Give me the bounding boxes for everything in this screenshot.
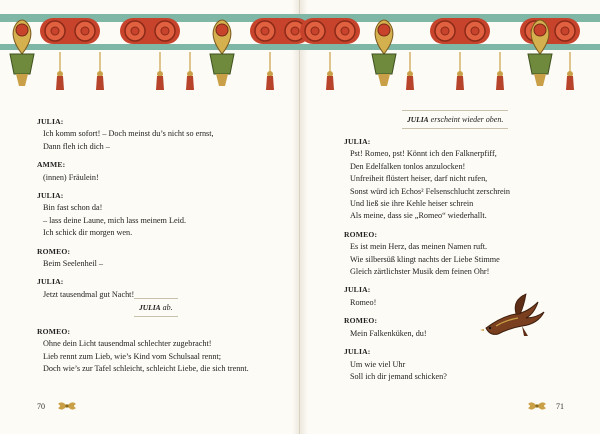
verse-line: Sonst würd ich Echos² Felsenschlucht zerschrein (350, 186, 511, 196)
floral-ornament-icon (56, 400, 78, 412)
verse-line: Beim Seelenheil – (43, 259, 104, 269)
left-page-text-after (37, 326, 292, 376)
verse-line: Es ist mein Herz, das meinen Namen ruft. (350, 242, 488, 252)
verse-line: Mein Falkenküken, du! (350, 328, 427, 338)
speaker-label: ROMEO: (37, 327, 71, 336)
verse-line: Bin fast schon da! (43, 203, 103, 213)
verse-line: Soll ich dir jemand schicken? (350, 371, 447, 381)
stage-direction (402, 110, 508, 129)
ornamental-frieze-icon (0, 0, 600, 102)
verse-line: Als meine, dass sie „Romeo“ wiederhallt. (350, 211, 487, 221)
verse-line: Unfreiheit flüstert heiser, darf nicht rufen, (350, 174, 488, 184)
page-number: 70 (37, 402, 45, 411)
speaker-label: AMME: (37, 160, 66, 170)
verse-line: Doch wie’s zur Tafel schleicht, schleicht Liebe, die sich trennt. (43, 364, 249, 374)
bird-illustration-icon (476, 290, 548, 340)
verse-line: Gleich zärtlichster Musik dem feinen Ohr! (350, 267, 490, 277)
verse-line: Den Edelfalken tonlos anzulocken! (350, 161, 466, 171)
speaker-label: JULIA: (344, 285, 371, 295)
speaker-label: JULIA: (344, 137, 371, 146)
floral-ornament-icon (526, 400, 548, 412)
page-number: 71 (556, 402, 564, 411)
speaker-label: ROMEO: (37, 246, 71, 256)
verse-line: Dann fleh ich dich – (43, 141, 110, 151)
speaker-label: JULIA: (37, 277, 64, 287)
verse-line: – lass deine Laune, mich lass meinem Leid. (43, 215, 187, 225)
right-page-text (344, 136, 584, 383)
verse-line: Wie silbersüß klingt nachts der Liebe Stimme (350, 254, 500, 264)
verse-line: Ich schick dir morgen wen. (43, 228, 133, 238)
verse-line: Um wie viel Uhr (350, 359, 406, 369)
verse-line: Und ließ sie ihre Kehle heiser schrein (350, 199, 474, 209)
speaker-label: ROMEO: (344, 316, 378, 326)
verse-line: Romeo! (350, 297, 377, 307)
verse-line: Jetzt tausendmal gut Nacht! (43, 289, 135, 299)
left-page-text (37, 116, 287, 301)
stage-direction (134, 298, 178, 317)
stage-direction-character: JULIA (139, 303, 161, 312)
speaker-label: JULIA: (37, 191, 64, 201)
speaker-label: JULIA: (344, 347, 371, 357)
stage-direction-text: ab. (162, 303, 173, 312)
speaker-label: JULIA: (37, 117, 64, 126)
stage-direction-text: erscheint wieder oben. (430, 115, 504, 124)
verse-line: Lieb rennt zum Lieb, wie’s Kind vom Schulsaal rennt; (43, 351, 222, 361)
verse-line: Ohne dein Licht tausendmal schlechter zugebracht! (43, 339, 212, 349)
speaker-label: ROMEO: (344, 229, 378, 239)
stage-direction-character: JULIA (407, 115, 429, 124)
verse-line: Ich komm sofort! – Doch meinst du’s nicht so ernst, (43, 129, 214, 139)
verse-line: (innen) Fräulein! (43, 172, 99, 182)
verse-line: Pst! Romeo, pst! Könnt ich den Falknerpfiff, (350, 149, 497, 159)
